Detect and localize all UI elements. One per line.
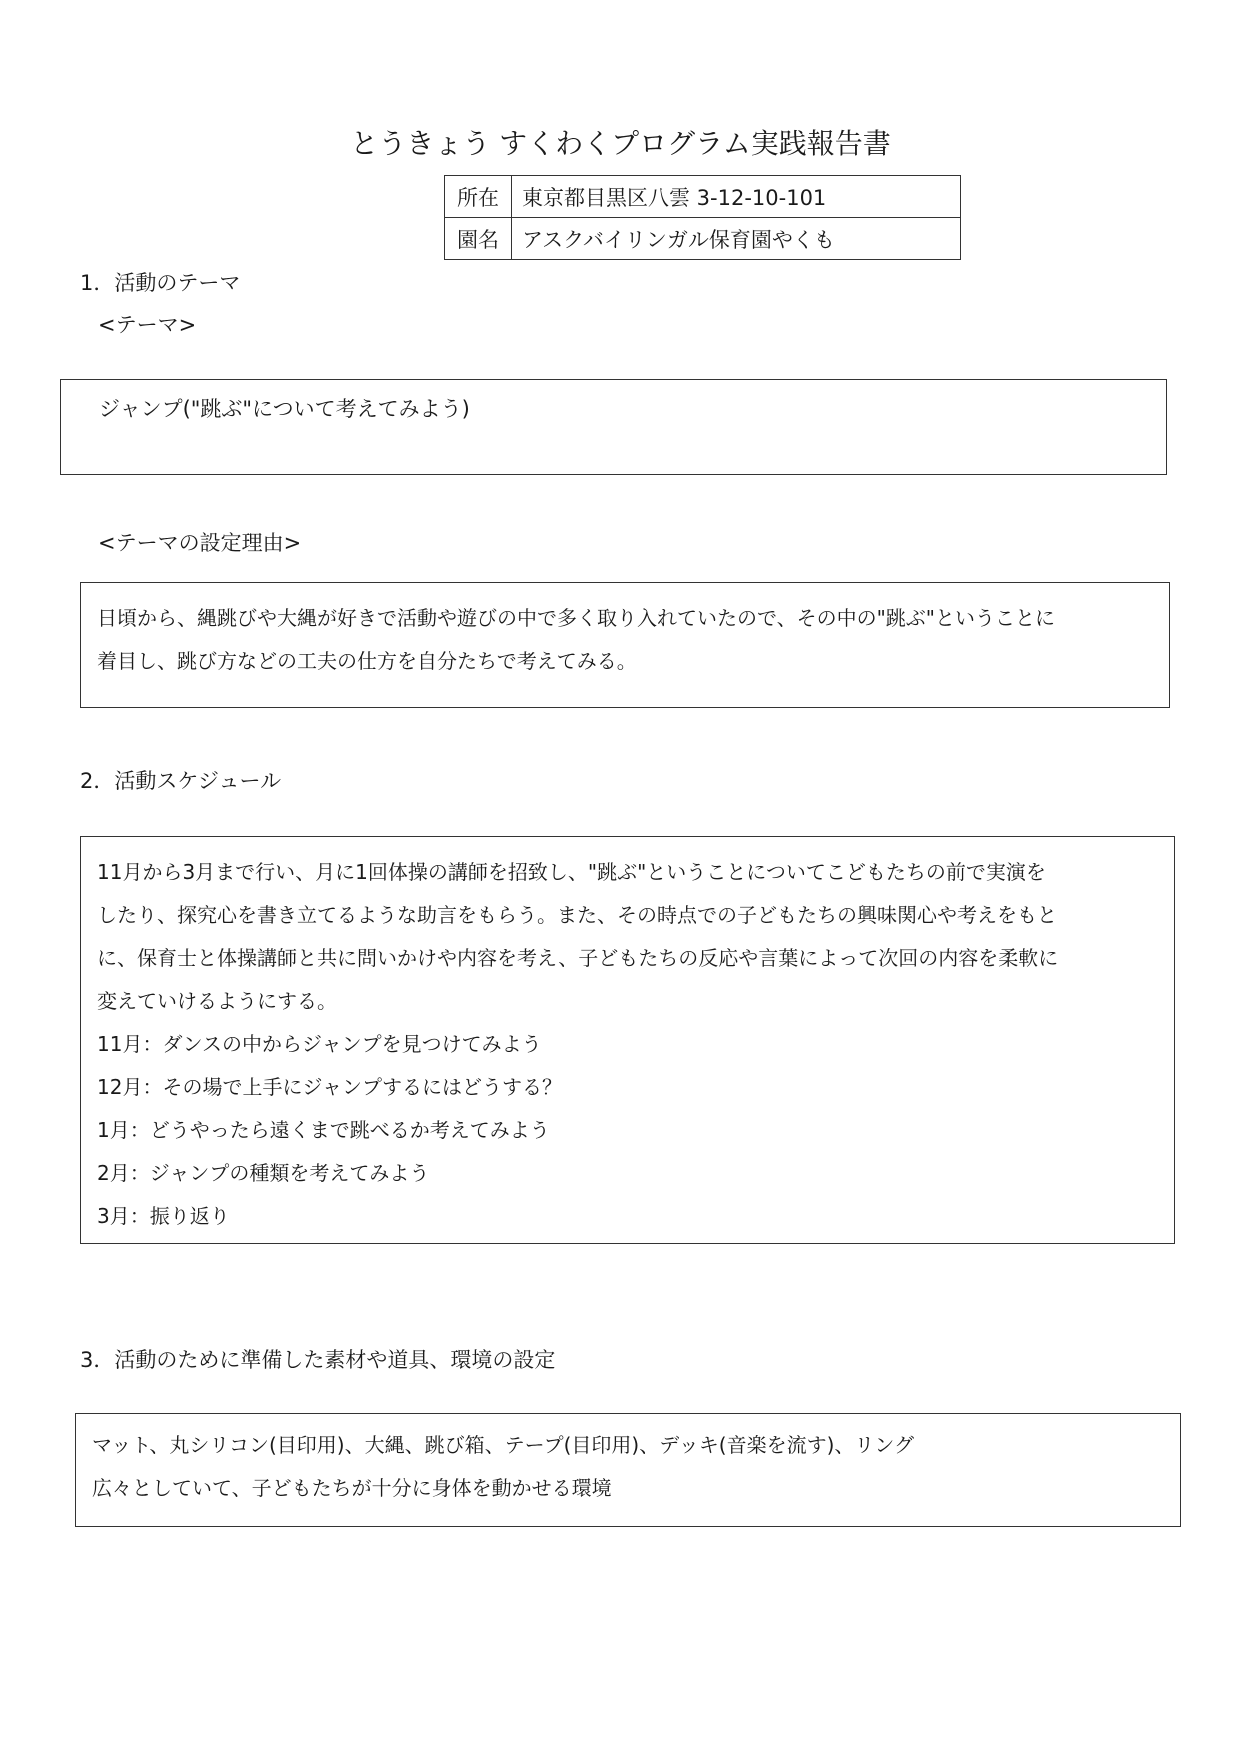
theme-text: ジャンプ("跳ぶ"について考えてみよう) <box>99 397 470 421</box>
schedule-line: 1月：どうやったら遠くまで跳べるか考えてみよう <box>97 1118 550 1142</box>
schedule-line: 3月：振り返り <box>97 1204 230 1228</box>
schedule-line: したり、探究心を書き立てるような助言をもらう。また、その時点での子どもたちの興味関心や考えをもと <box>97 903 1057 927</box>
reason-label: <テーマの設定理由> <box>98 531 302 555</box>
document-title: とうきょう すくわくプログラム実践報告書 <box>350 127 891 160</box>
table-row <box>445 218 961 260</box>
section1-heading: 1．活動のテーマ <box>80 271 241 295</box>
facility-info-table <box>444 175 961 260</box>
schedule-line: 11月から3月まで行い、月に1回体操の講師を招致し、"跳ぶ"ということについてこどもたちの前で実演を <box>97 860 1046 884</box>
theme-box <box>60 379 1167 475</box>
materials-line: 広々としていて、子どもたちが十分に身体を動かせる環境 <box>92 1476 612 1500</box>
materials-line: マット、丸シリコン(目印用)、大縄、跳び箱、テープ(目印用)、デッキ(音楽を流す)、リング <box>92 1433 915 1457</box>
table-row <box>445 176 961 218</box>
section2-heading: 2．活動スケジュール <box>80 769 282 793</box>
schedule-line: 12月：その場で上手にジャンプするにはどうする？ <box>97 1075 563 1099</box>
schedule-line: 2月：ジャンプの種類を考えてみよう <box>97 1161 430 1185</box>
location-value: 東京都目黒区八雲 3-12-10-101 <box>512 176 961 218</box>
schedule-line: に、保育士と体操講師と共に問いかけや内容を考え、子どもたちの反応や言葉によって次回の内容を柔軟に <box>97 946 1059 970</box>
reason-line: 日頃から、縄跳びや大縄が好きで活動や遊びの中で多く取り入れていたので、その中の"跳ぶ"ということに <box>97 606 1055 630</box>
reason-box <box>80 582 1170 708</box>
schedule-box <box>80 836 1175 1244</box>
materials-box <box>75 1413 1181 1527</box>
schedule-line: 変えていけるようにする。 <box>97 989 337 1013</box>
section3-heading: 3．活動のために準備した素材や道具、環境の設定 <box>80 1348 556 1372</box>
facility-name-label: 園名 <box>445 218 512 260</box>
theme-label: <テーマ> <box>98 313 197 337</box>
schedule-line: 11月：ダンスの中からジャンプを見つけてみよう <box>97 1032 542 1056</box>
reason-line: 着目し、跳び方などの工夫の仕方を自分たちで考えてみる。 <box>97 649 637 673</box>
location-label: 所在 <box>445 176 512 218</box>
facility-name-value: アスクバイリンガル保育園やくも <box>512 218 961 260</box>
